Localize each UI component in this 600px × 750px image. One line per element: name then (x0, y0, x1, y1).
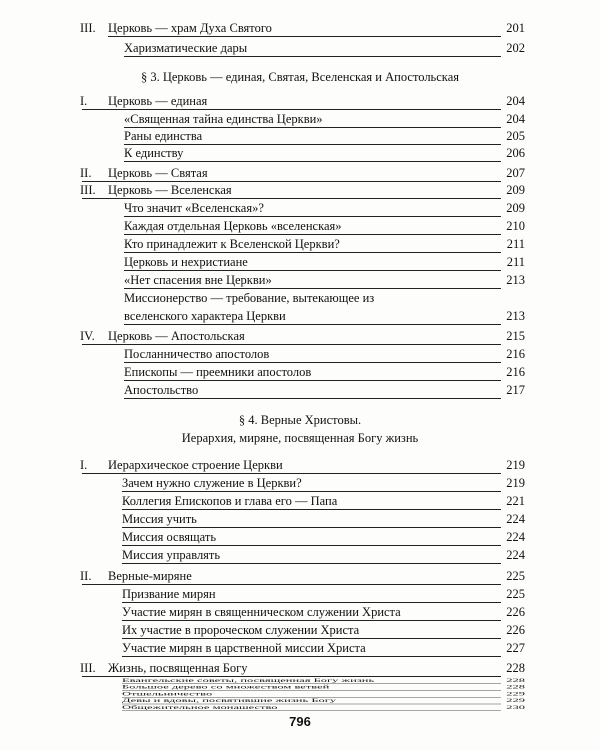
section-subheading: Иерархия, миряне, посвященная Богу жизнь (181, 431, 419, 445)
toc-entry-title: Харизматические дары (124, 41, 248, 55)
toc-tail-group (0, 677, 600, 711)
toc-rule (122, 620, 501, 621)
toc-entry-title: Миссия управлять (122, 548, 221, 562)
toc-entry-title: Отшельничество (122, 691, 213, 697)
toc-entry-title: Что значит «Вселенская»? (124, 201, 264, 215)
toc-entry-page: 211 (506, 237, 525, 251)
toc-entry-page: 224 (506, 530, 525, 544)
toc-entry-title: Апостольство (124, 383, 199, 397)
toc-entry-page: 213 (506, 273, 525, 287)
toc-rule (124, 288, 501, 289)
toc-entry-page: 204 (506, 94, 525, 108)
toc-rule (124, 362, 501, 363)
toc-entry-title: Участие мирян в священническом служении Христа (122, 605, 401, 619)
section-heading: § 4. Верные Христовы. (238, 413, 362, 427)
toc-entry-title: «Священная тайна единства Церкви» (124, 112, 323, 126)
toc-entry-title: Девы и вдовы, посвятившие жизнь Богу (122, 697, 337, 704)
toc-entry-title: Церковь — единая (108, 94, 208, 108)
toc-entry-title: Каждая отдельная Церковь «вселенская» (124, 219, 342, 233)
toc-rule (124, 56, 501, 57)
toc-entry-title: Участие мирян в царственной миссии Христа (122, 641, 366, 655)
toc-entry-page: 205 (506, 129, 525, 143)
toc-rule (122, 638, 501, 639)
toc-num: I. (80, 458, 88, 472)
toc-entry-title: Посланничество апостолов (124, 347, 270, 361)
toc-entry-title: Миссия освящать (122, 530, 217, 544)
toc-entry-title: Церковь — Святая (108, 166, 208, 180)
toc-entry-title: Верные-миряне (108, 569, 192, 583)
toc-entry-title: Церковь и нехристиане (124, 255, 248, 269)
toc-rule (82, 344, 501, 345)
toc-entry-title: Церковь — храм Духа Святого (108, 21, 272, 35)
toc-entry-title: Кто принадлежит к Вселенской Церкви? (124, 237, 340, 251)
toc-entry-page: 201 (506, 21, 525, 35)
toc-entry-page: 226 (506, 605, 525, 619)
toc-entry-page: 224 (506, 548, 525, 562)
toc-entry-page: 226 (506, 623, 525, 637)
toc-entry-title: Большое дерево со множеством ветвей (122, 684, 330, 690)
toc-entry-title: Церковь — Вселенская (108, 183, 232, 197)
toc-rule (122, 491, 501, 492)
toc-entry-page: 221 (506, 494, 525, 508)
toc-entry-title: «Нет спасения вне Церкви» (124, 273, 272, 287)
toc-entry-page: 219 (506, 476, 525, 490)
toc-rule (124, 398, 501, 399)
toc-entry-page: 211 (506, 255, 525, 269)
toc-num: III. (80, 661, 96, 675)
toc-entry-page: 230 (506, 704, 525, 711)
toc-entry-page: 228 (506, 677, 525, 683)
toc-rule (124, 252, 501, 253)
toc-entry-title: Церковь — Апостольская (108, 329, 245, 343)
toc-entry-page: 202 (506, 41, 525, 55)
toc-entry-page: 207 (506, 166, 525, 180)
toc-rule (122, 509, 501, 510)
toc-entry-page: 209 (506, 201, 525, 215)
toc-entry-page: 228 (506, 661, 525, 675)
toc-rule (122, 545, 501, 546)
toc-entry-page: 213 (506, 309, 525, 323)
toc-entry-title: вселенского характера Церкви (124, 309, 286, 323)
toc-entry-title: Миссия учить (122, 512, 197, 526)
toc-num: III. (80, 21, 96, 35)
toc-entry-title: Коллегия Епископов и глава его — Папа (122, 494, 338, 508)
section-heading: § 3. Церковь — единая, Святая, Вселенская и Апостольская (140, 70, 459, 84)
toc-entry-title: Общежительное монашество (122, 704, 278, 711)
toc-entry-title: Раны единства (124, 129, 203, 143)
toc-entry-page: 229 (506, 697, 525, 704)
toc-rule (82, 109, 501, 110)
toc-entry-page: 210 (506, 219, 525, 233)
toc-num: II. (80, 166, 92, 180)
toc-entry-page: 229 (506, 691, 525, 697)
toc-entry-page: 224 (506, 512, 525, 526)
toc-entry-page: 209 (506, 183, 525, 197)
toc-entry-page: 216 (506, 365, 525, 379)
toc-rule (82, 473, 501, 474)
toc-rule (122, 602, 501, 603)
toc-num: IV. (80, 329, 95, 343)
toc-entry-page: 225 (506, 569, 525, 583)
toc-entry-title: К единству (124, 146, 184, 160)
toc-num: II. (80, 569, 92, 583)
toc-rule (122, 527, 501, 528)
toc-entry-title: Зачем нужно служение в Церкви? (122, 476, 302, 490)
toc-entry-title: Евангельские советы, посвященная Богу жизнь (122, 677, 375, 683)
toc-entry-page: 219 (506, 458, 525, 472)
toc-rule (124, 161, 501, 162)
toc-entry-title: Жизнь, посвященная Богу (108, 661, 248, 675)
toc-entry-title: Миссионерство — требование, вытекающее из (124, 291, 375, 305)
toc-rule (124, 270, 501, 271)
page-number: 796 (289, 714, 311, 729)
toc-entry-page: 204 (506, 112, 525, 126)
toc-entry-title: Призвание мирян (122, 587, 216, 601)
toc-rule (122, 656, 501, 657)
toc-entry-page: 215 (506, 329, 525, 343)
toc-rule (124, 324, 501, 325)
toc-entry-title: Иерархическое строение Церкви (108, 458, 283, 472)
toc-rule (124, 380, 501, 381)
toc-rule (108, 36, 501, 37)
toc-entry-page: 228 (506, 684, 525, 690)
toc-entry-title: Их участие в пророческом служении Христа (122, 623, 360, 637)
toc-rule (124, 216, 501, 217)
toc-entry-page: 225 (506, 587, 525, 601)
toc-num: III. (80, 183, 96, 197)
toc-rule (122, 563, 501, 564)
toc-rule (82, 584, 501, 585)
toc-entry-page: 206 (506, 146, 525, 160)
toc-entry-page: 216 (506, 347, 525, 361)
toc-entry-page: 217 (506, 383, 525, 397)
toc-entry-page: 227 (506, 641, 525, 655)
toc-entry-title: Епископы — преемники апостолов (124, 365, 312, 379)
toc-rule (82, 198, 501, 199)
toc-num: I. (80, 94, 88, 108)
toc-rule (124, 234, 501, 235)
